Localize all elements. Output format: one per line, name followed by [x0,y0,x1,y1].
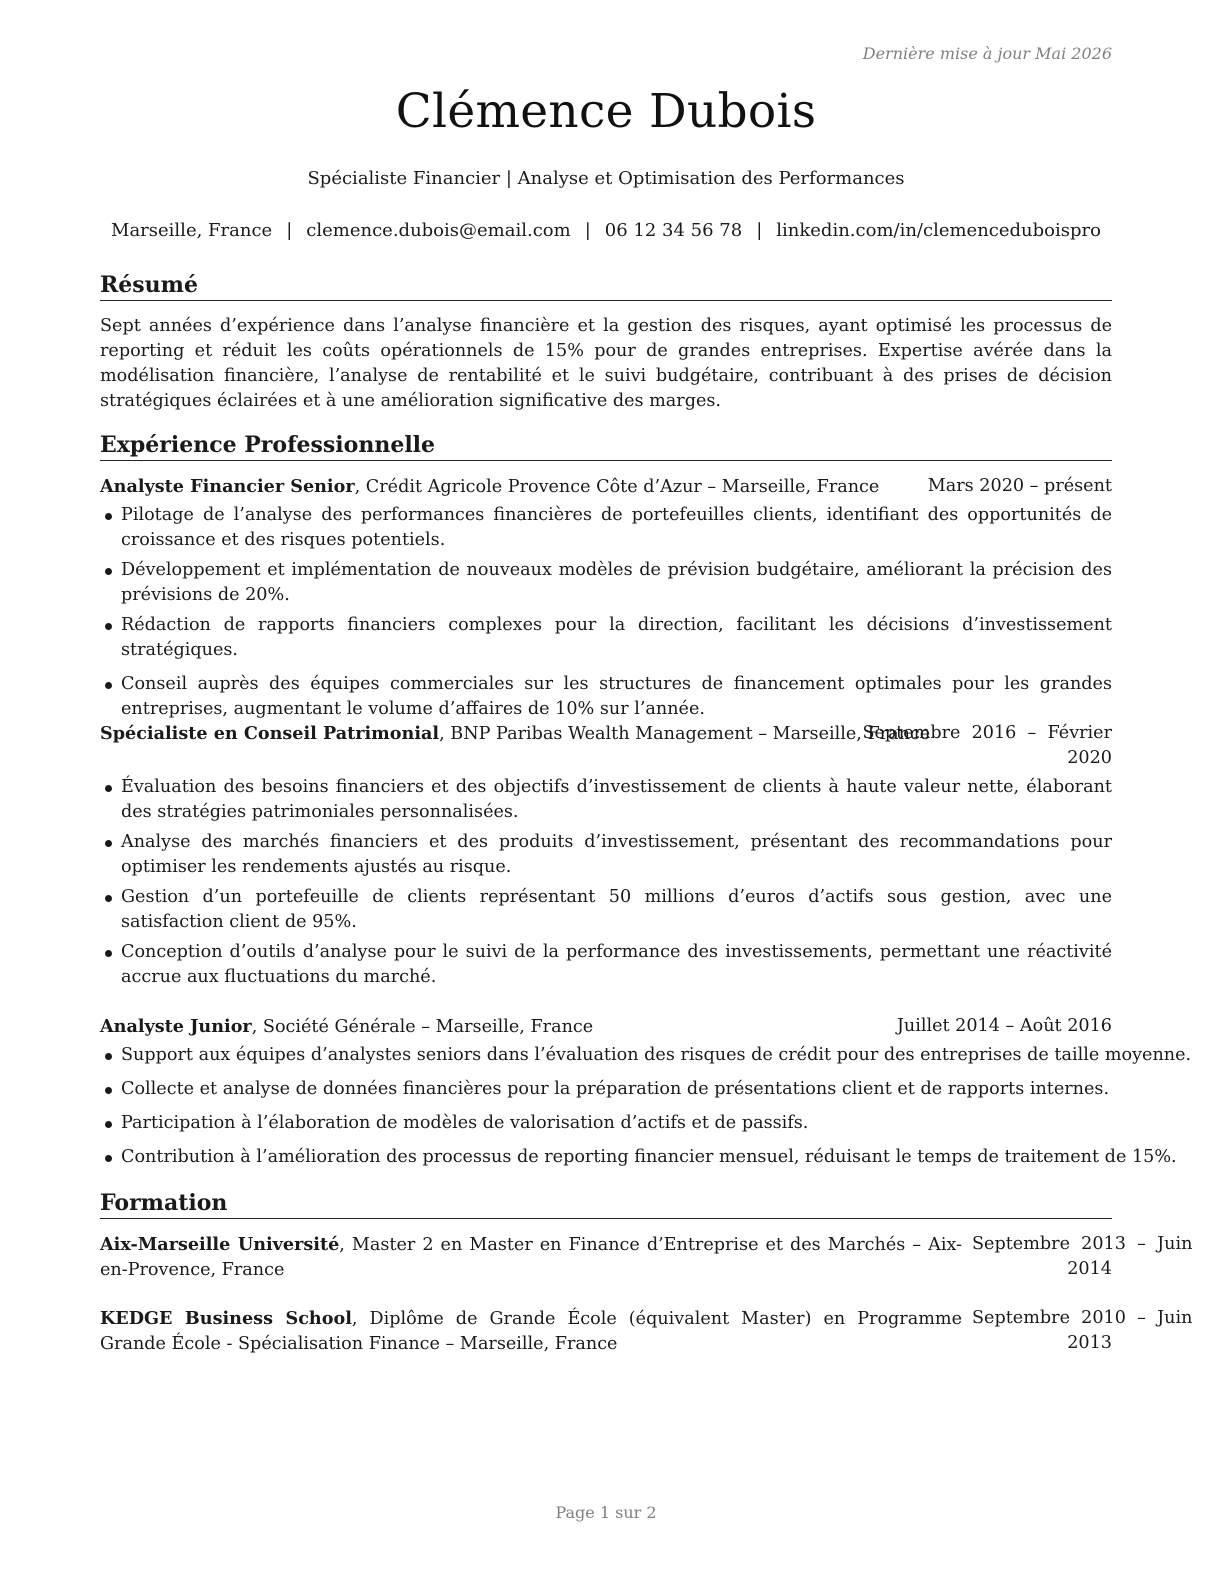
job-role: Analyste Junior [100,1016,252,1037]
contact-location: Marseille, France [111,220,273,241]
job-header [100,1014,1112,1040]
page-number: Page 1 sur 2 [555,1503,657,1522]
education-dates-line1: Septembre 2010 – Juin [972,1308,1193,1328]
job-dates: Mars 2020 – présent [927,476,1112,496]
list-item: Pilotage de l’analyse des performances financières de portefeuilles clients, identifiant des opportunités de croissance et des risques potentiels. [100,503,1112,553]
education-school: KEDGE Business School [100,1308,352,1329]
list-item: Analyse des marchés financiers et des produits d’investissement, présentant des recommandations pour optimiser les rendements ajustés au risque. [100,830,1112,880]
list-item: Conception d’outils d’analyse pour le suivi de la performance des investissements, permettant une réactivité accrue aux fluctuations du marché. [100,940,1112,990]
job-bullets [100,775,1112,990]
contact-phone[interactable]: 06 12 34 56 78 [604,220,743,241]
job-company: , BNP Paribas Wealth Management – Marseille, France [439,724,931,744]
education-item [100,1306,1193,1357]
list-item: Évaluation des besoins financiers et des objectifs d’investissement de clients à haute valeur nette, élaborant des stratégies patrimoniales personnalisées. [100,775,1112,825]
job-company: , Crédit Agricole Provence Côte d’Azur – Marseille, France [354,477,880,497]
job-dates: Juillet 2014 – Août 2016 [896,1016,1112,1036]
contact-line [90,220,1122,241]
contact-separator: | [756,220,763,241]
list-item: Conseil auprès des équipes commerciales sur les structures de financement optimales pour les grandes entreprises, augmentant le volume d’affaires de 10% sur l’année. [100,672,1112,722]
education-dates [972,1232,1193,1282]
education-dates-line1: Septembre 2013 – Juin [972,1234,1193,1254]
section-title-summary: Résumé [100,274,1112,301]
list-item: Collecte et analyse de données financières pour la préparation de présentations client et de rapports internes. [100,1077,1118,1102]
candidate-name: Clémence Dubois [395,84,817,139]
last-updated: Dernière mise à jour Mai 2026 [862,44,1112,63]
list-item: Gestion d’un portefeuille de clients représentant 50 millions d’euros d’actifs sous gestion, avec une satisfaction client de 95%. [100,885,1112,935]
education-dates-line2: 2013 [1067,1333,1112,1353]
job-header [100,474,1112,500]
job-dates-line1: Septembre 2016 – Février [862,723,1112,743]
education-dates-line2: 2014 [1067,1259,1112,1279]
list-item: Participation à l’élaboration de modèles de valorisation d’actifs et de passifs. [100,1111,1118,1136]
section-title-experience: Expérience Professionnelle [100,434,1112,461]
contact-email[interactable]: clemence.dubois@email.com [306,220,571,241]
contact-linkedin[interactable]: linkedin.com/in/clemenceduboispro [776,220,1101,241]
tagline: Spécialiste Financier | Analyse et Optimisation des Performances [307,168,905,189]
education-detail: , Master 2 en Master en Finance d’Entreprise et des Marchés – Aix-en-Provence, France [100,1235,963,1280]
section-title-education: Formation [100,1192,1112,1219]
education-school: Aix-Marseille Université [100,1234,340,1255]
job-bullets [100,503,1112,722]
list-item: Support aux équipes d’analystes seniors dans l’évaluation des risques de crédit pour des entreprises de taille moyenne. [100,1043,1118,1068]
job-company: , Société Générale – Marseille, France [251,1017,594,1037]
list-item: Contribution à l’amélioration des processus de reporting financier mensuel, réduisant le temps de traitement de 15%. [100,1145,1118,1170]
contact-separator: | [286,220,293,241]
list-item: Rédaction de rapports financiers complexes pour la direction, facilitant les décisions d’investissement stratégiques. [100,613,1112,663]
job-role: Analyste Financier Senior [100,476,355,497]
job-role: Spécialiste en Conseil Patrimonial [100,723,440,744]
education-item [100,1232,1193,1283]
job-dates [862,721,1112,771]
job-dates-line2: 2020 [1067,748,1112,768]
education-dates [972,1306,1193,1356]
job-header [100,721,1112,768]
list-item: Développement et implémentation de nouveaux modèles de prévision budgétaire, améliorant la précision des prévisions de 20%. [100,558,1112,608]
summary-text: Sept années d’expérience dans l’analyse financière et la gestion des risques, ayant optimisé les processus de reporting et réduit les coûts opérationnels de 15% pour de grandes entreprises. Expertise avérée dans la modélisation financière, l’analyse de rentabilité et le suivi budgétaire, contribuant à des prises de décision stratégiques éclairées et à une amélioration significative des marges. [100,316,1112,411]
job-bullets [100,1043,1192,1170]
education-detail: , Diplôme de Grande École (équivalent Master) en Programme Grande École - Spécialisation Finance – Marseille, France [100,1309,962,1354]
resume-page [100,0,1193,1584]
contact-separator: | [584,220,591,241]
